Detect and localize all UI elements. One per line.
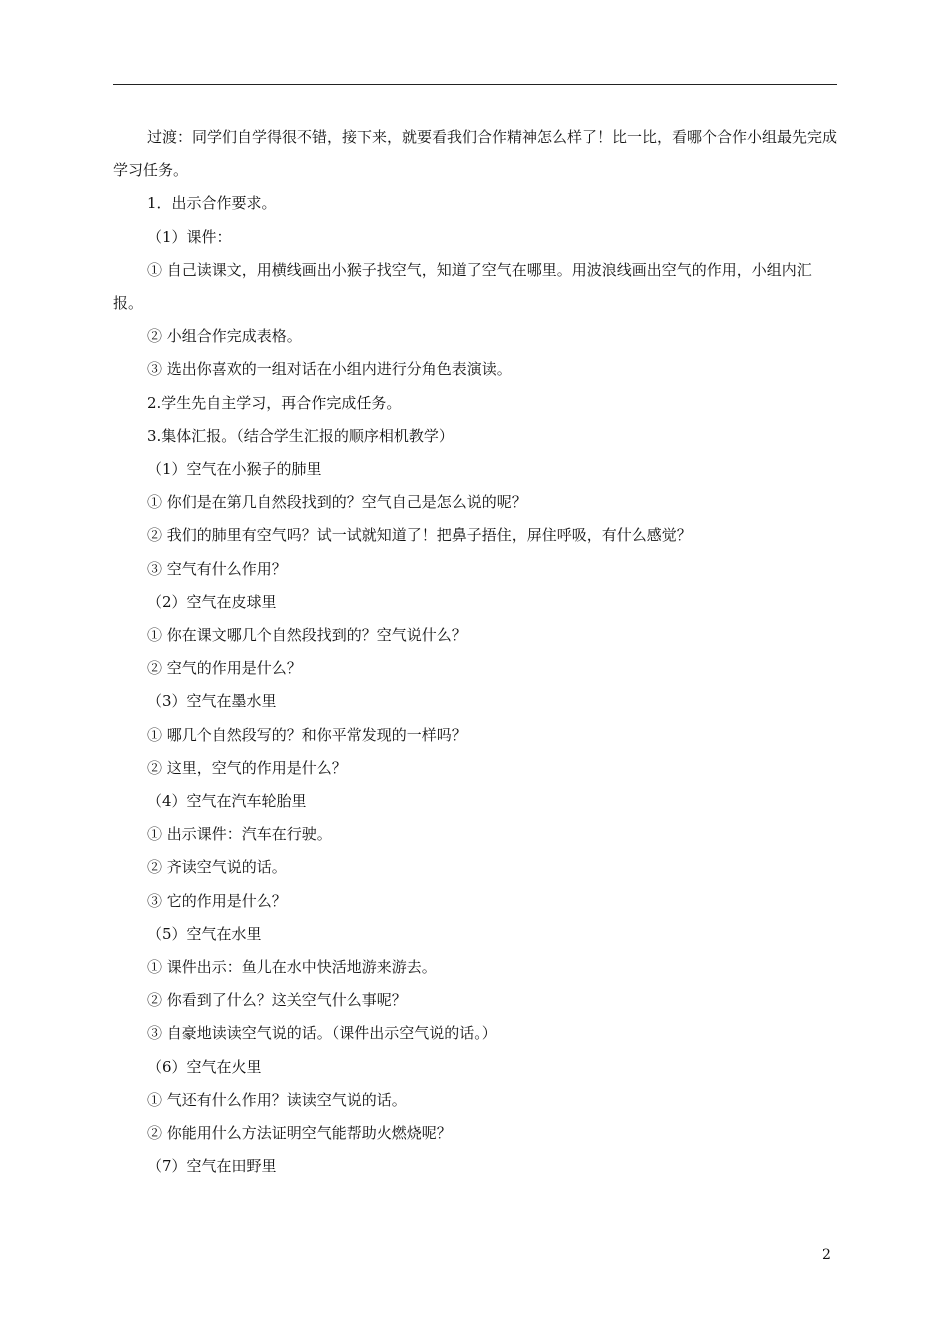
paragraph: ② 你看到了什么？这关空气什么事呢？	[147, 991, 407, 1010]
paragraph: ② 你能用什么方法证明空气能帮助火燃烧呢？	[147, 1124, 452, 1143]
paragraph: （3）空气在墨水里	[147, 692, 277, 711]
paragraph: ② 这里，空气的作用是什么？	[147, 758, 347, 777]
paragraph: ① 课件出示：鱼儿在水中快活地游来游去。	[147, 958, 437, 977]
page-number: 2	[822, 1247, 831, 1263]
header-rule	[113, 84, 837, 85]
paragraph: ③ 选出你喜欢的一组对话在小组内进行分角色表演读。	[147, 360, 512, 379]
paragraph: ② 空气的作用是什么？	[147, 659, 302, 678]
paragraph: ① 你们是在第几自然段找到的？空气自己是怎么说的呢？	[147, 493, 527, 512]
paragraph: （5）空气在水里	[147, 924, 262, 943]
paragraph: ① 出示课件：汽车在行驶。	[147, 825, 332, 844]
paragraph: 3.集体汇报。（结合学生汇报的顺序相机教学）	[147, 426, 454, 445]
paragraph: ① 你在课文哪几个自然段找到的？空气说什么？	[147, 626, 467, 645]
paragraph: （6）空气在火里	[147, 1057, 262, 1076]
paragraph: （4）空气在汽车轮胎里	[147, 792, 307, 811]
paragraph: ② 我们的肺里有空气吗？试一试就知道了！把鼻子捂住，屏住呼吸，有什么感觉？	[147, 526, 692, 545]
paragraph: （7）空气在田野里	[147, 1157, 277, 1176]
paragraph: ① 自己读课文，用横线画出小猴子找空气，知道了空气在哪里。用波浪线画出空气的作用，小组内汇报。	[113, 260, 812, 313]
paragraph: ③ 空气有什么作用？	[147, 559, 287, 578]
paragraph: ③ 它的作用是什么？	[147, 891, 287, 910]
paragraph: （2）空气在皮球里	[147, 592, 277, 611]
paragraph: ① 哪几个自然段写的？和你平常发现的一样吗？	[147, 725, 467, 744]
paragraph: ② 小组合作完成表格。	[147, 327, 302, 346]
paragraph: （1）课件：	[147, 227, 232, 246]
paragraph: ② 齐读空气说的话。	[147, 858, 287, 877]
paragraph: 2.学生先自主学习，再合作完成任务。	[147, 393, 402, 412]
paragraph: ③ 自豪地读读空气说的话。（课件出示空气说的话。）	[147, 1024, 497, 1043]
paragraph: （1）空气在小猴子的肺里	[147, 460, 322, 479]
paragraph: 1．出示合作要求。	[147, 194, 277, 213]
paragraph: 过渡：同学们自学得很不错，接下来，就要看我们合作精神怎么样了！比一比，看哪个合作小组最先完成学习任务。	[113, 128, 838, 180]
document-body	[113, 121, 837, 1184]
paragraph: ① 气还有什么作用？读读空气说的话。	[147, 1090, 407, 1109]
